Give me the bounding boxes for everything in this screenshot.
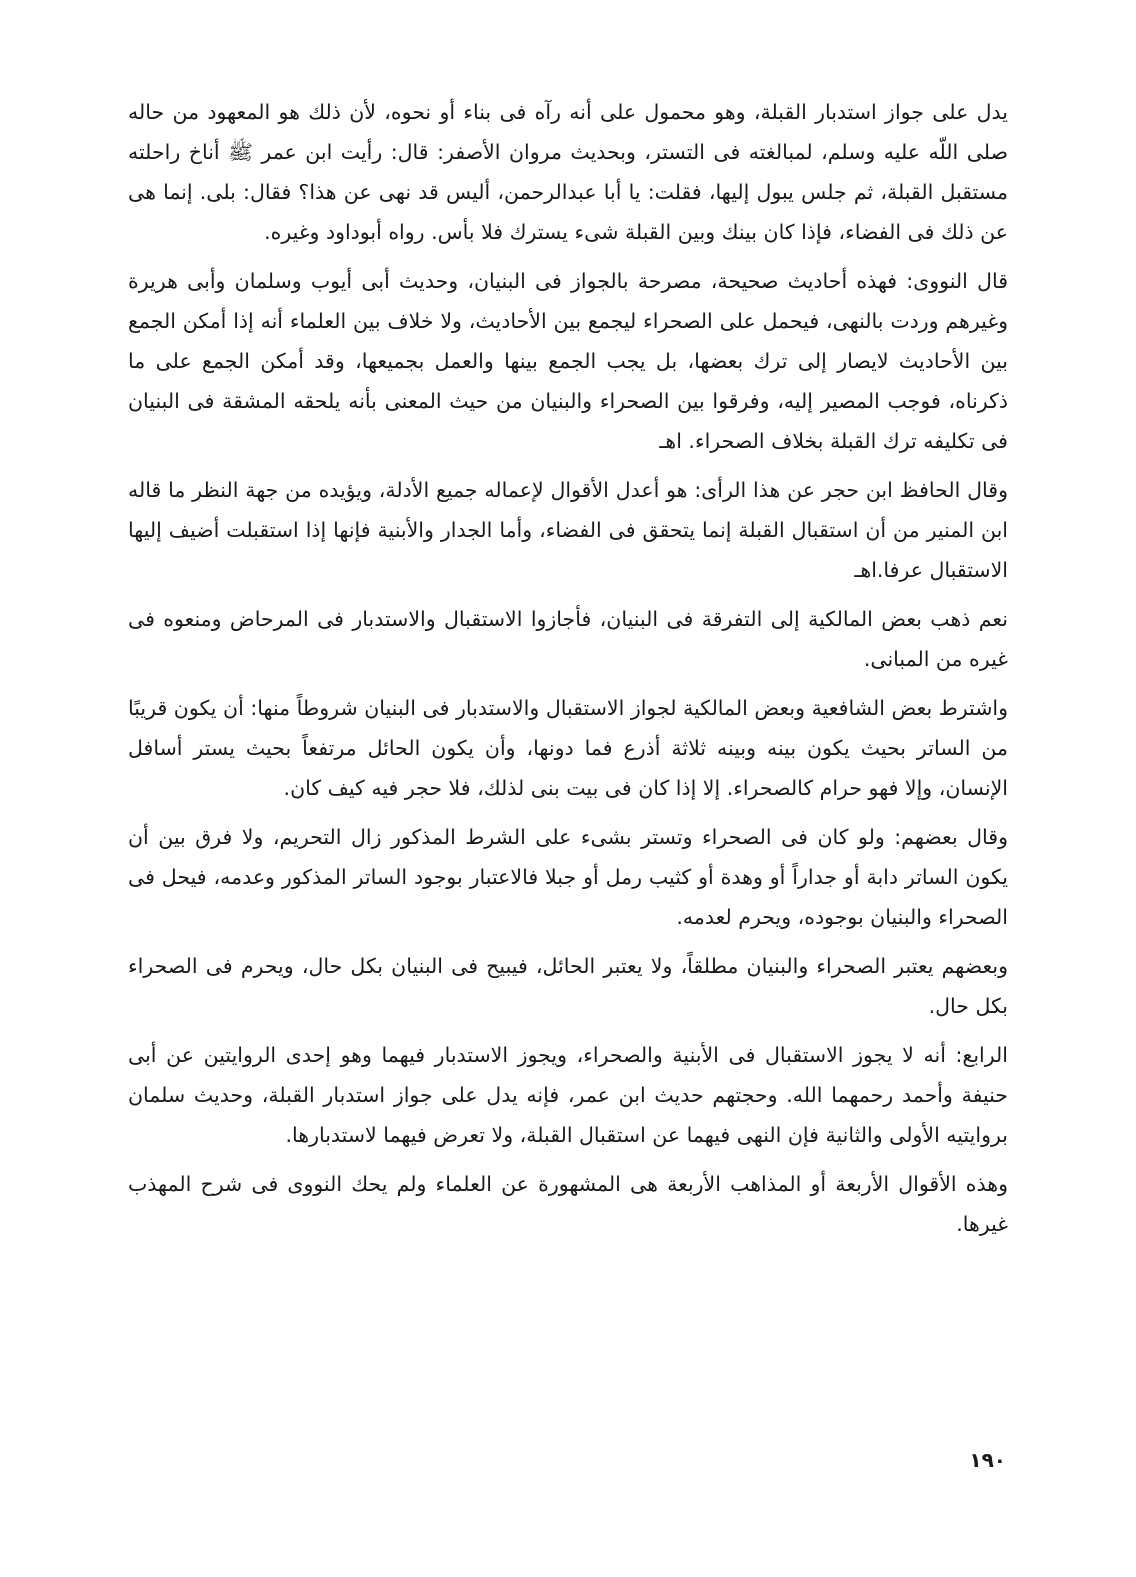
page-body	[128, 92, 1008, 1253]
page-number: ١٩٠	[969, 1448, 1006, 1472]
paragraph-5: واشترط بعض الشافعية وبعض المالكية لجواز الاستقبال والاستدبار فى البنيان شروطاً منها: أن يكون قريبًا من الساتر بحيث يكون بينه وبينه ثلاثة أذرع فما دونها، وأن يكون الحائل مرتفعاً بحيث يستر أسافل الإنسان، وإلا فهو حرام كالصحراء. إلا إذا كان فى بيت بنى لذلك، فلا حجر فيه كيف كان.	[128, 696, 1008, 800]
paragraph-4: نعم ذهب بعض المالكية إلى التفرقة فى البنيان، فأجازوا الاستقبال والاستدبار فى المرحاض ومنعوه فى غيره من المبانى.	[128, 607, 1008, 671]
paragraph-7: وبعضهم يعتبر الصحراء والبنيان مطلقاً، ولا يعتبر الحائل، فيبيح فى البنيان بكل حال، ويحرم فى الصحراء بكل حال.	[128, 954, 1008, 1018]
paragraph-1: يدل على جواز استدبار القبلة، وهو محمول على أنه رآه فى بناء أو نحوه، لأن ذلك هو المعهود من حاله صلى اللّه عليه وسلم، لمبالغته فى التستر، وبحديث مروان الأصفر: قال: رأيت ابن عمر ﷺ أناخ راحلته مستقبل القبلة، ثم جلس يبول إليها، فقلت: يا أبا عبدالرحمن، أليس قد نهى عن هذا؟ فقال: بلى. إنما هى عن ذلك فى الفضاء، فإذا كان بينك وبين القبلة شىء يسترك فلا بأس. رواه أبوداود وغيره.	[128, 100, 1008, 244]
paragraph-9: وهذه الأقوال الأربعة أو المذاهب الأربعة هى المشهورة عن العلماء ولم يحك النووى فى شرح المهذب غيرها.	[128, 1172, 1008, 1236]
paragraph-8: الرابع: أنه لا يجوز الاستقبال فى الأبنية والصحراء، ويجوز الاستدبار فيهما وهو إحدى الروايتين عن أبى حنيفة وأحمد رحمهما الله. وحجتهم حديث ابن عمر، فإنه يدل على جواز استدبار القبلة، وحديث سلمان بروايتيه الأولى والثانية فإن النهى فيهما عن استقبال القبلة، ولا تعرض فيهما لاستدبارها.	[128, 1043, 1008, 1147]
paragraph-2: قال النووى: فهذه أحاديث صحيحة، مصرحة بالجواز فى البنيان، وحديث أبى أيوب وسلمان وأبى هريرة وغيرهم وردت بالنهى، فيحمل على الصحراء ليجمع بين الأحاديث، ولا خلاف بين العلماء أنه إذا أمكن الجمع بين الأحاديث لايصار إلى ترك بعضها، بل يجب الجمع بينها والعمل بجميعها، وقد أمكن الجمع على ما ذكرناه، فوجب المصير إليه، وفرقوا بين الصحراء والبنيان من حيث المعنى بأنه يلحقه المشقة فى البنيان فى تكليفه ترك القبلة بخلاف الصحراء. اهـ	[128, 269, 1008, 453]
paragraph-6: وقال بعضهم: ولو كان فى الصحراء وتستر بشىء على الشرط المذكور زال التحريم، ولا فرق بين أن يكون الساتر دابة أو جداراً أو وهدة أو كثيب رمل أو جبلا فالاعتبار بوجود الساتر المذكور وعدمه، فيحل فى الصحراء والبنيان بوجوده، ويحرم لعدمه.	[128, 825, 1008, 929]
paragraph-3: وقال الحافظ ابن حجر عن هذا الرأى: هو أعدل الأقوال لإعماله جميع الأدلة، ويؤيده من جهة النظر ما قاله ابن المنير من أن استقبال القبلة إنما يتحقق فى الفضاء، وأما الجدار والأبنية فإنها إذا استقبلت أضيف إليها الاستقبال عرفا.اهـ	[128, 478, 1008, 582]
